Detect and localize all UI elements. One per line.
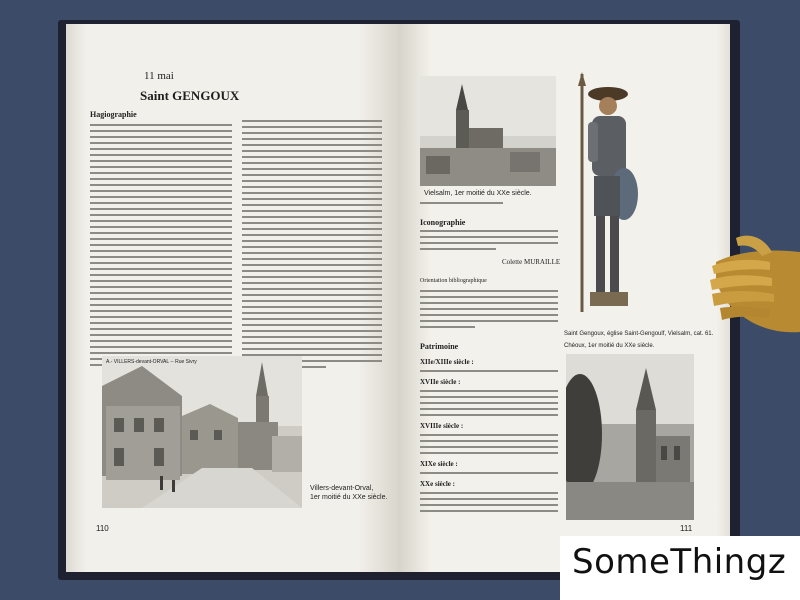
vielsalm-church-photo [420,76,556,186]
left-page-number: 110 [96,524,109,533]
photo-inscription: A.- VILLERS-devant-ORVAL -- Rue Sivry [106,359,197,365]
iconographie-intro-text [420,202,558,208]
patrimoine-text-4 [420,472,558,478]
bibliography-text [420,290,558,332]
village-street-photo [102,356,302,508]
church-photo-drawing [420,76,556,186]
patrimoine-text-5 [420,492,558,516]
iconographie-text [420,230,558,254]
right-page-number: 111 [680,524,693,533]
watermark-box [560,536,800,600]
saint-statue-photo [570,72,646,320]
left-column-text [90,124,232,370]
patrimoine-century-4: XIXe siècle : [420,460,458,468]
cheoux-church-photo [566,354,694,520]
photo-caption-line2: 1er moitié du XXe siècle. [310,494,388,501]
watermark-text: SomeThingz [572,542,787,582]
book-spread [66,24,730,572]
section-patrimoine: Patrimoine [420,342,459,351]
right-column-text [242,120,382,372]
patrimoine-century-1: XIIe/XIIIe siècle : [420,358,474,366]
page-date: 11 mai [144,70,174,82]
patrimoine-text-1 [420,370,558,376]
bibliography-heading: Orientation bibliographique [420,278,487,284]
patrimoine-century-2: XVIIe siècle : [420,378,461,386]
section-iconographie: Iconographie [420,218,466,227]
cheoux-photo-drawing [566,354,694,520]
page-title: Saint GENGOUX [140,88,240,103]
patrimoine-text-2 [420,390,558,420]
statue-caption-line1: Saint Gengoux, église Saint-Gengoulf, Vielsalm, cat. 61. [564,331,714,337]
section-hagiographie: Hagiographie [90,110,137,119]
left-page [66,24,398,572]
patrimoine-century-3: XVIIIe siècle : [420,422,464,430]
statue-drawing [570,72,646,320]
patrimoine-century-5: XXe siècle : [420,480,455,488]
village-photo-drawing [102,356,302,508]
statue-caption-line2: Chéoux, 1er moitié du XXe siècle. [564,343,655,349]
vielsalm-photo-caption: Vielsalm, 1er moitié du XXe siècle. [424,190,532,197]
photo-caption-line1: Villers-devant-Orval, [310,485,374,492]
patrimoine-text-3 [420,434,558,458]
author-name: Colette MURAILLE [502,258,561,266]
golden-hand-icon [706,222,800,342]
right-page [398,24,730,572]
